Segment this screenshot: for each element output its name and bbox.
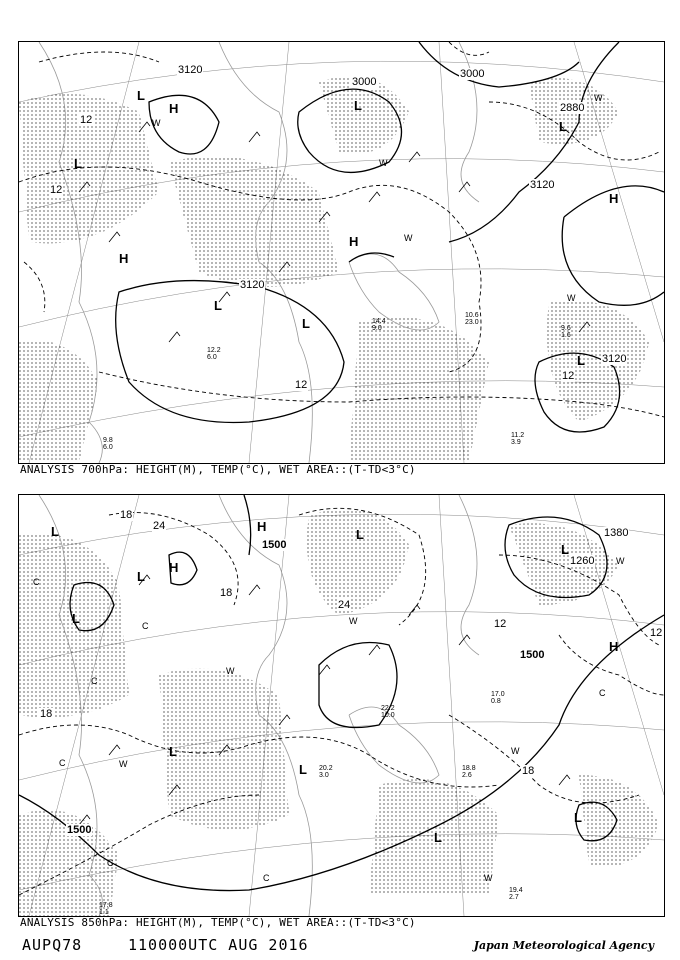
station-obs: 17.0 0.8	[491, 691, 505, 705]
isotherm-label: 18	[120, 509, 133, 521]
low-center: L	[214, 298, 222, 313]
high-center: H	[349, 234, 359, 249]
isotherm-label: 12	[50, 184, 63, 196]
low-center: L	[574, 810, 582, 825]
warm-marker: W	[567, 293, 576, 303]
station-obs: 11.2 3.9	[511, 432, 525, 446]
height-label: 3120	[178, 64, 203, 76]
high-center: H	[609, 639, 619, 654]
isotherm-label: 12	[295, 379, 308, 391]
isotherm-label: 12	[650, 627, 663, 639]
cold-marker: C	[599, 688, 606, 698]
isotherm-label: 24	[338, 599, 351, 611]
station-obs: 12.2 6.0	[207, 347, 221, 361]
low-center: L	[137, 88, 145, 103]
low-center: L	[302, 316, 310, 331]
low-center: L	[51, 524, 59, 539]
warm-marker: W	[152, 118, 161, 128]
station-obs: 20.2 3.0	[319, 765, 333, 779]
height-label: 1500	[67, 824, 92, 836]
valid-time: 110000UTC AUG 2016	[128, 936, 309, 954]
chart-panel-850hpa	[18, 494, 665, 917]
low-center: L	[169, 744, 177, 759]
wet-area-shading	[19, 509, 659, 916]
panel-caption-850hpa: ANALYSIS 850hPa: HEIGHT(M), TEMP(°C), WET AREA::(T-TD<3°C)	[20, 916, 416, 929]
low-center: L	[356, 527, 364, 542]
low-center: L	[561, 542, 569, 557]
height-label: 3000	[460, 68, 485, 80]
height-label: 3000	[352, 76, 377, 88]
high-center: H	[257, 519, 267, 534]
warm-marker: W	[119, 759, 128, 769]
wet-area-shading	[19, 76, 649, 462]
chart-code: AUPQ78	[22, 936, 83, 954]
station-obs: 18.8 2.6	[462, 765, 476, 779]
isotherm-label: 12	[494, 618, 507, 630]
height-label: 1500	[262, 539, 287, 551]
height-label: 1260	[570, 555, 595, 567]
high-center: H	[169, 560, 179, 575]
chart-panel-700hpa	[18, 41, 665, 464]
isotherm-label: 18	[40, 708, 53, 720]
cold-marker: C	[142, 621, 149, 631]
isotherm-label: 12	[562, 370, 575, 382]
height-label: 1380	[604, 527, 629, 539]
low-center: L	[299, 762, 307, 777]
station-obs: 9.8 6.0	[103, 437, 113, 451]
high-center: H	[609, 191, 619, 206]
low-center: L	[559, 119, 567, 134]
station-obs: 10.6 23.0	[465, 312, 479, 326]
height-label: 1500	[520, 649, 545, 661]
isotherm-label: 12	[80, 114, 93, 126]
high-center: H	[119, 251, 129, 266]
isotherm-label: 18	[522, 765, 535, 777]
low-center: L	[577, 353, 585, 368]
cold-marker: C	[91, 676, 98, 686]
cold-marker: C	[107, 858, 114, 868]
isotherm-label: 24	[153, 520, 166, 532]
cold-marker: C	[33, 577, 40, 587]
height-label: 3120	[530, 179, 555, 191]
height-label: 3120	[240, 279, 265, 291]
low-center: L	[74, 156, 82, 171]
low-center: L	[354, 98, 362, 113]
warm-marker: W	[404, 233, 413, 243]
station-obs: 19.4 2.7	[509, 887, 523, 901]
height-label: 2880	[560, 102, 585, 114]
cold-marker: C	[263, 873, 270, 883]
high-center: H	[169, 101, 179, 116]
station-obs: 14.4 9.0	[372, 318, 386, 332]
warm-marker: W	[484, 873, 493, 883]
warm-marker: W	[594, 93, 603, 103]
warm-marker: W	[226, 666, 235, 676]
station-obs: 9.6 1.6	[561, 325, 571, 339]
station-obs: 22.2 10.0	[381, 705, 395, 719]
low-center: L	[72, 611, 80, 626]
warm-marker: W	[511, 746, 520, 756]
isotherm-label: 18	[220, 587, 233, 599]
agency-credit: Japan Meteorological Agency	[473, 939, 654, 952]
map-canvas-850hpa	[19, 495, 664, 916]
panel-caption-700hpa: ANALYSIS 700hPa: HEIGHT(M), TEMP(°C), WET AREA::(T-TD<3°C)	[20, 463, 416, 476]
warm-marker: W	[379, 158, 388, 168]
height-label: 3120	[602, 353, 627, 365]
cold-marker: C	[59, 758, 66, 768]
low-center: L	[137, 569, 145, 584]
low-center: L	[434, 830, 442, 845]
station-obs: 17.8 1.1	[99, 902, 113, 916]
warm-marker: W	[616, 556, 625, 566]
warm-marker: W	[349, 616, 358, 626]
